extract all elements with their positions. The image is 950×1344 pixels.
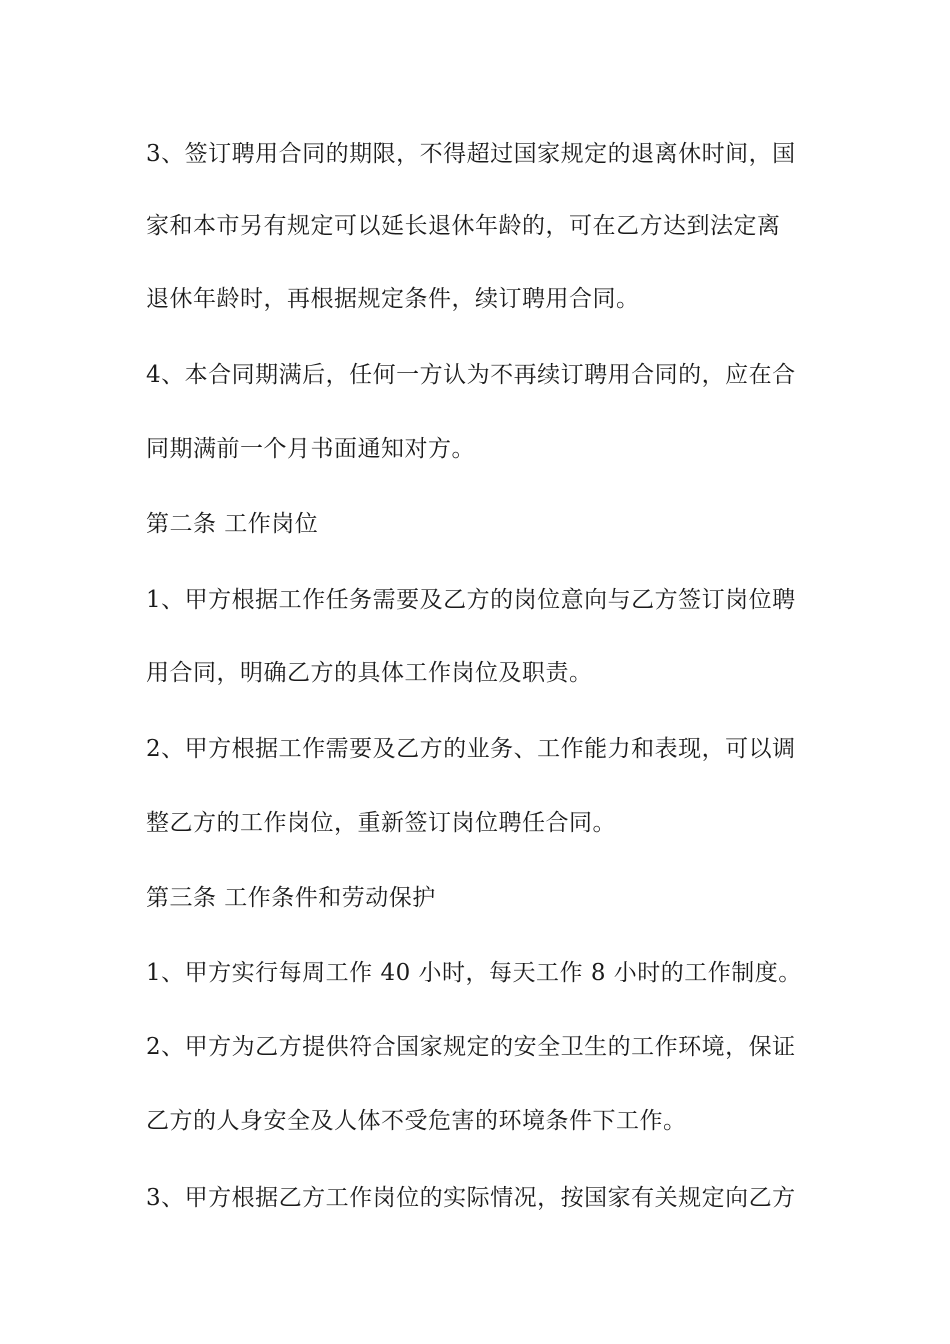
paragraph-line: 1、甲方根据工作任务需要及乙方的岗位意向与乙方签订岗位聘 — [146, 587, 796, 613]
paragraph-line: 退休年龄时，再根据规定条件，续订聘用合同。 — [146, 286, 640, 312]
paragraph-line: 用合同，明确乙方的具体工作岗位及职责。 — [146, 660, 593, 686]
paragraph-line: 2、甲方根据工作需要及乙方的业务、工作能力和表现，可以调 — [146, 736, 796, 762]
section-heading: 第三条 工作条件和劳动保护 — [146, 885, 436, 911]
paragraph-line: 同期满前一个月书面通知对方。 — [146, 436, 475, 462]
paragraph-line: 家和本市另有规定可以延长退休年龄的，可在乙方达到法定离 — [146, 213, 781, 239]
paragraph-line: 1、甲方实行每周工作 40 小时，每天工作 8 小时的工作制度。 — [146, 960, 802, 986]
paragraph-line: 3、甲方根据乙方工作岗位的实际情况，按国家有关规定向乙方 — [146, 1185, 796, 1211]
paragraph-line: 3、签订聘用合同的期限，不得超过国家规定的退离休时间，国 — [146, 141, 796, 167]
paragraph-line: 2、甲方为乙方提供符合国家规定的安全卫生的工作环境，保证 — [146, 1034, 796, 1060]
paragraph-line: 整乙方的工作岗位，重新签订岗位聘任合同。 — [146, 810, 616, 836]
paragraph-line: 乙方的人身安全及人体不受危害的环境条件下工作。 — [146, 1108, 687, 1134]
paragraph-line: 4、本合同期满后，任何一方认为不再续订聘用合同的，应在合 — [146, 362, 796, 388]
section-heading: 第二条 工作岗位 — [146, 511, 319, 537]
